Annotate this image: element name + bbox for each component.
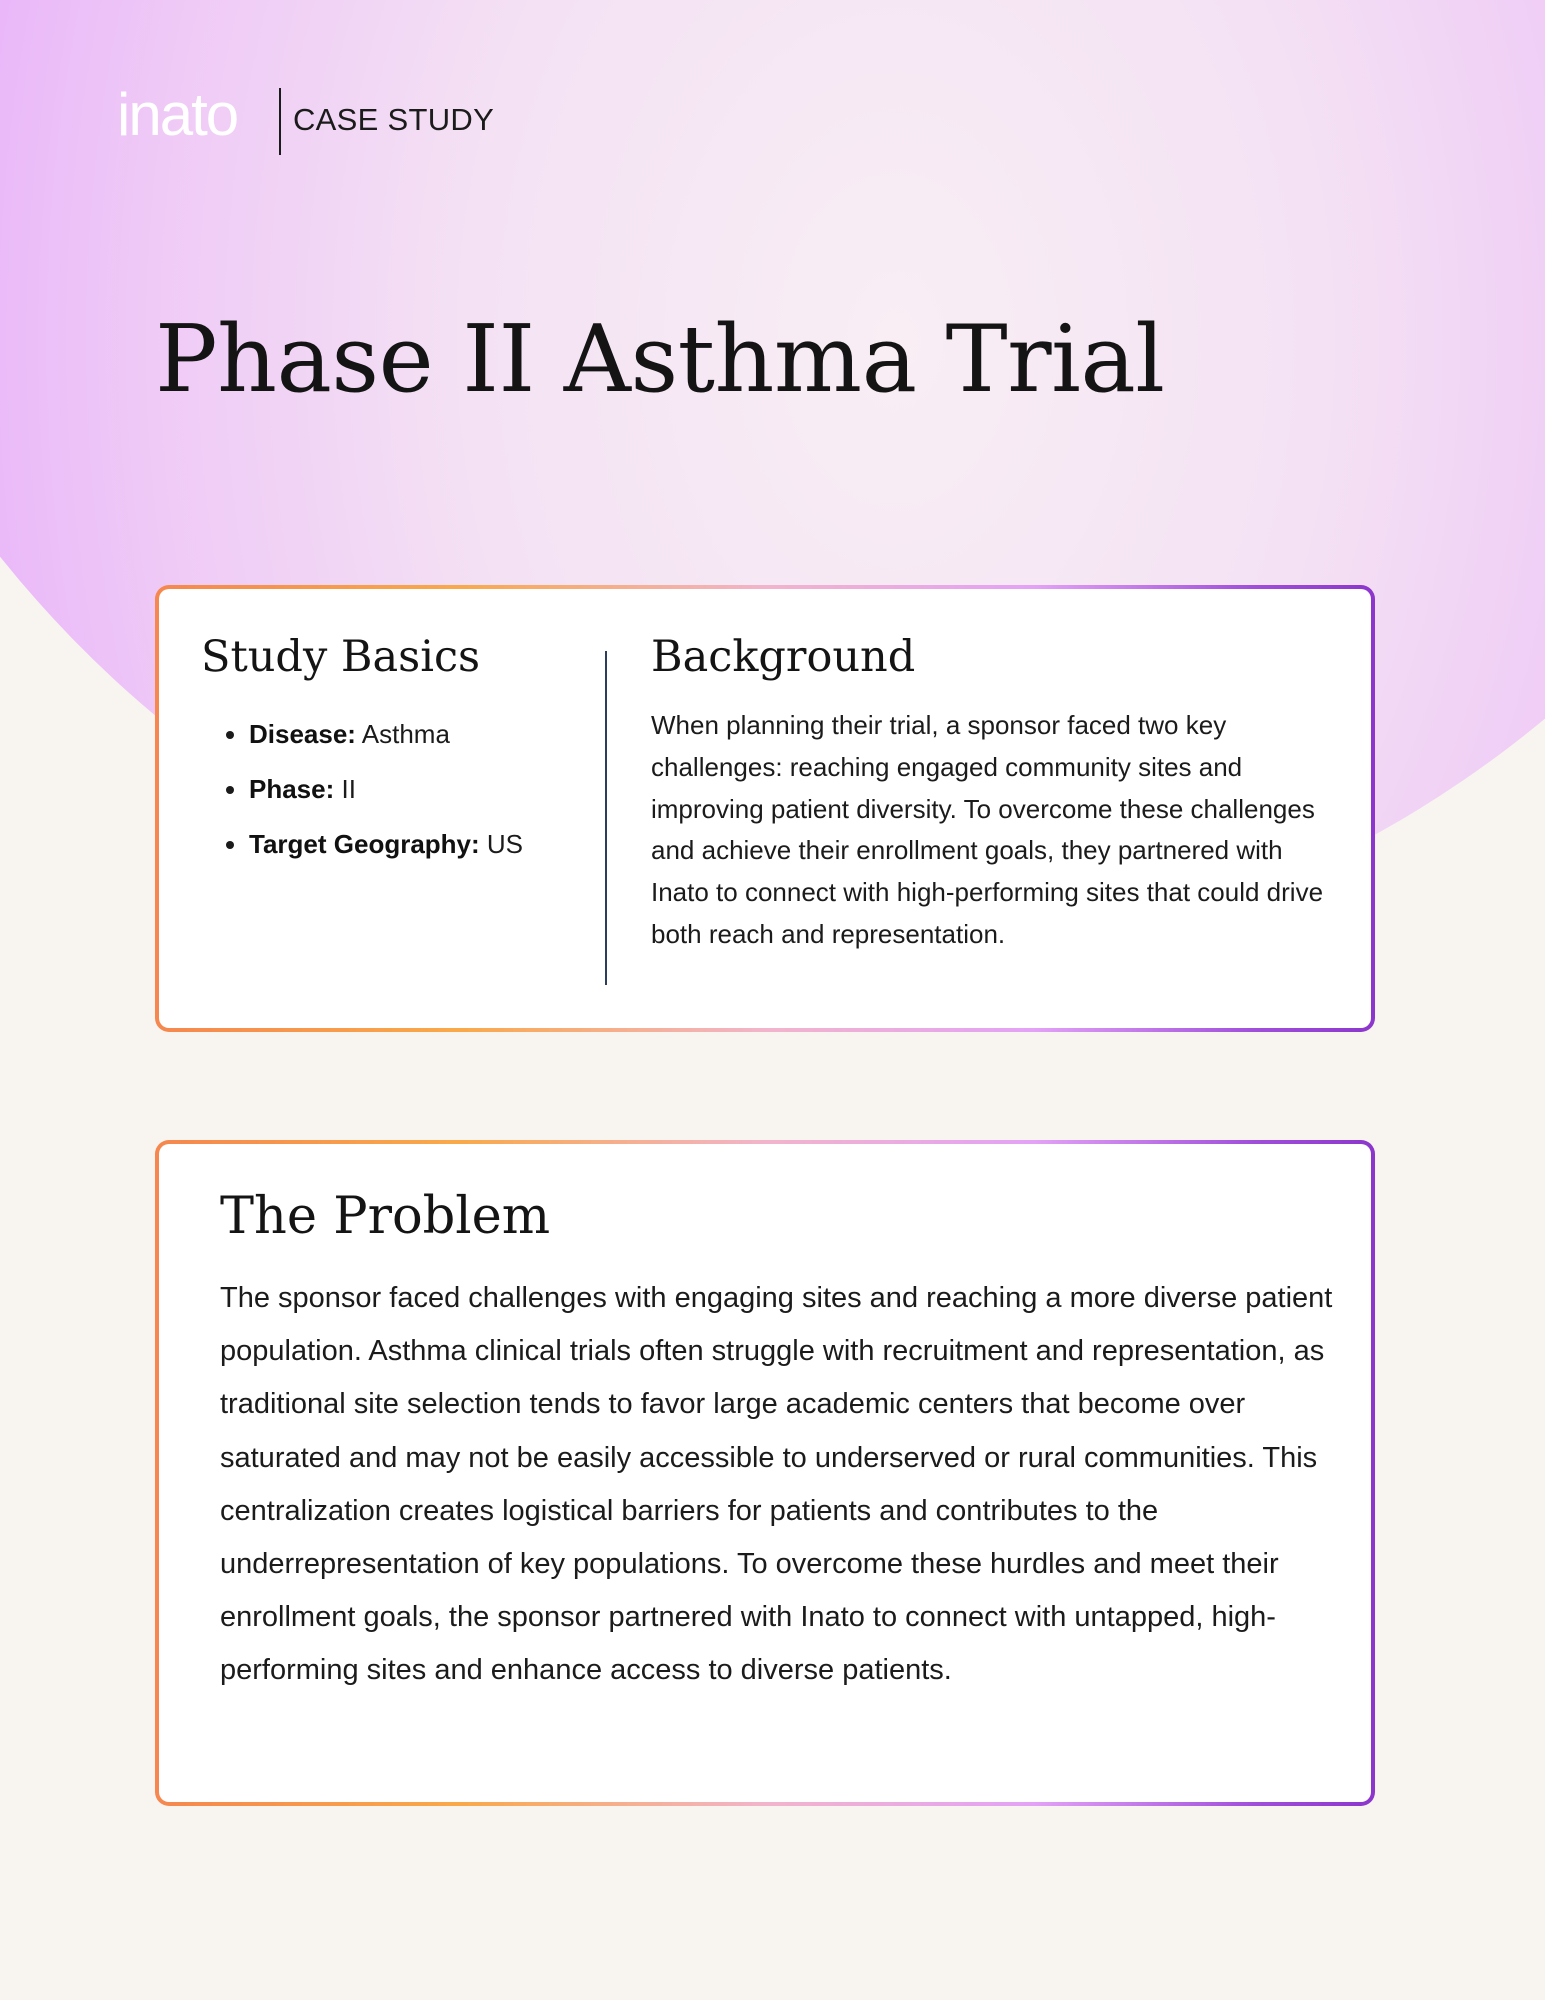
- column-divider: [605, 651, 607, 985]
- problem-heading: The Problem: [220, 1187, 551, 1246]
- logo-divider: [279, 88, 281, 155]
- case-study-tag: CASE STUDY: [293, 102, 495, 137]
- inato-logo: inato: [117, 81, 238, 148]
- phase-value: II: [341, 774, 356, 804]
- study-basics-list: [211, 707, 609, 872]
- list-item: [249, 707, 609, 762]
- background-heading: Background: [651, 632, 916, 682]
- disease-value: Asthma: [361, 719, 450, 749]
- phase-label: Phase:: [249, 774, 335, 804]
- geography-value: US: [486, 829, 524, 859]
- background-text: When planning their trial, a sponsor faced two key challenges: reaching engaged community sites and improving patient diversity. To overcome these challenges and achieve their enrollment goals, they partnered with Inato to connect with high-performing sites that could drive both reach and representation.: [651, 710, 1324, 949]
- study-overview-card: [155, 585, 1375, 1032]
- list-item: [249, 762, 609, 817]
- page-title: Phase II Asthma Trial: [155, 305, 1165, 413]
- problem-card: [155, 1140, 1375, 1806]
- disease-label: Disease:: [249, 719, 356, 749]
- problem-text: The sponsor faced challenges with engaging sites and reaching a more diverse patient population. Asthma clinical trials often struggle with recruitment and representation, as traditional site selection tends to favor large academic centers that become over saturated and may not be easily accessible to underserved or rural communities. This centralization creates logistical barriers for patients and contributes to the underrepresentation of key populations. To overcome these hurdles and meet their enrollment goals, the sponsor partnered with Inato to connect with untapped, high-performing sites and enhance access to diverse patients.: [220, 1282, 1333, 1687]
- list-item: [249, 817, 609, 872]
- geography-label: Target Geography:: [249, 829, 480, 859]
- study-basics-heading: Study Basics: [201, 632, 481, 682]
